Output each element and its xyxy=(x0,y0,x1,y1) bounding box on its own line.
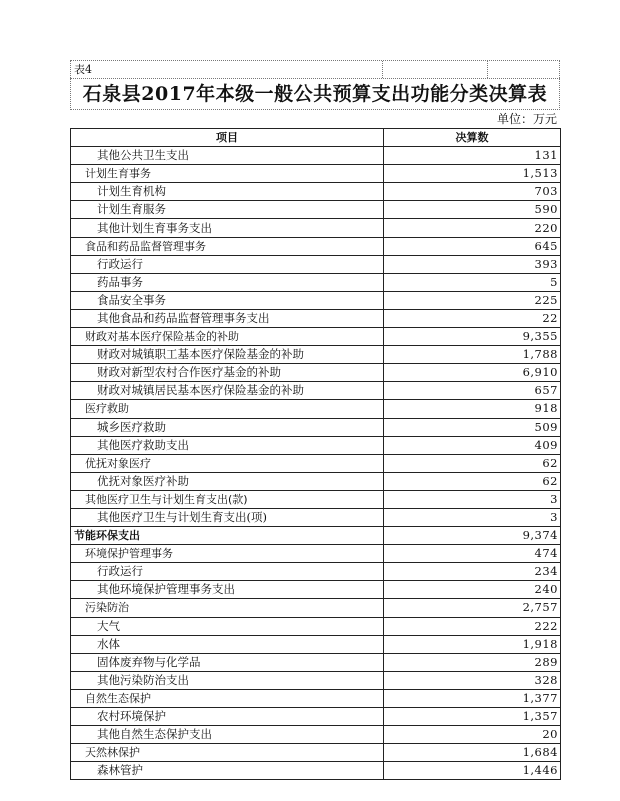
row-amount: 1,918 xyxy=(384,635,561,653)
row-item-name: 食品安全事务 xyxy=(71,291,384,309)
row-amount: 645 xyxy=(384,237,561,255)
row-amount: 3 xyxy=(384,490,561,508)
row-amount: 328 xyxy=(384,671,561,689)
row-item-name: 医疗救助 xyxy=(71,400,384,418)
row-item-name: 其他环境保护管理事务支出 xyxy=(71,581,384,599)
empty-cell xyxy=(488,61,560,78)
row-item-name: 优抚对象医疗 xyxy=(71,454,384,472)
row-amount: 131 xyxy=(384,147,561,165)
row-amount: 5 xyxy=(384,273,561,291)
row-item-name: 其他医疗卫生与计划生育支出(款) xyxy=(71,490,384,508)
table-row xyxy=(71,653,561,671)
row-amount: 590 xyxy=(384,201,561,219)
row-amount: 6,910 xyxy=(384,364,561,382)
table-row xyxy=(71,671,561,689)
row-item-name: 环境保护管理事务 xyxy=(71,545,384,563)
table-row xyxy=(71,726,561,744)
table-row xyxy=(71,273,561,291)
row-amount: 220 xyxy=(384,219,561,237)
row-amount: 9,355 xyxy=(384,328,561,346)
table-row xyxy=(71,762,561,780)
row-item-name: 自然生态保护 xyxy=(71,689,384,707)
table-row xyxy=(71,635,561,653)
row-amount: 1,446 xyxy=(384,762,561,780)
table-row xyxy=(71,237,561,255)
table-row xyxy=(71,490,561,508)
row-amount: 222 xyxy=(384,617,561,635)
row-item-name: 水体 xyxy=(71,635,384,653)
row-item-name: 城乡医疗救助 xyxy=(71,418,384,436)
row-amount: 2,757 xyxy=(384,599,561,617)
table-row xyxy=(71,219,561,237)
table-row xyxy=(71,255,561,273)
table-row xyxy=(71,183,561,201)
table-body xyxy=(71,147,561,780)
row-amount: 225 xyxy=(384,291,561,309)
table-row xyxy=(71,382,561,400)
row-item-name: 大气 xyxy=(71,617,384,635)
table-row xyxy=(71,545,561,563)
row-amount: 1,377 xyxy=(384,689,561,707)
sheet-label-row xyxy=(70,60,560,79)
row-amount: 1,513 xyxy=(384,165,561,183)
row-amount: 1,357 xyxy=(384,708,561,726)
table-row xyxy=(71,364,561,382)
row-item-name: 其他医疗救助支出 xyxy=(71,436,384,454)
table-row xyxy=(71,147,561,165)
row-amount: 1,684 xyxy=(384,744,561,762)
header-item: 项目 xyxy=(71,129,384,147)
row-amount: 240 xyxy=(384,581,561,599)
table-row xyxy=(71,563,561,581)
row-item-name: 天然林保护 xyxy=(71,744,384,762)
row-item-name: 其他自然生态保护支出 xyxy=(71,726,384,744)
row-item-name: 其他公共卫生支出 xyxy=(71,147,384,165)
table-label: 表4 xyxy=(70,61,383,78)
row-amount: 289 xyxy=(384,653,561,671)
budget-sheet xyxy=(70,60,560,780)
row-amount: 918 xyxy=(384,400,561,418)
row-amount: 393 xyxy=(384,255,561,273)
row-item-name: 农村环境保护 xyxy=(71,708,384,726)
table-row xyxy=(71,472,561,490)
table-row xyxy=(71,454,561,472)
row-amount: 509 xyxy=(384,418,561,436)
row-amount: 62 xyxy=(384,472,561,490)
row-item-name: 计划生育机构 xyxy=(71,183,384,201)
table-row xyxy=(71,291,561,309)
row-item-name: 其他计划生育事务支出 xyxy=(71,219,384,237)
row-item-name: 药品事务 xyxy=(71,273,384,291)
table-row xyxy=(71,201,561,219)
row-item-name: 食品和药品监督管理事务 xyxy=(71,237,384,255)
row-amount: 409 xyxy=(384,436,561,454)
row-item-name: 行政运行 xyxy=(71,563,384,581)
empty-cell xyxy=(383,61,488,78)
row-amount: 20 xyxy=(384,726,561,744)
row-item-name: 财政对基本医疗保险基金的补助 xyxy=(71,328,384,346)
page-title: 石泉县2017年本级一般公共预算支出功能分类决算表 xyxy=(70,79,560,110)
row-item-name: 污染防治 xyxy=(71,599,384,617)
table-row xyxy=(71,436,561,454)
row-amount: 3 xyxy=(384,508,561,526)
row-amount: 22 xyxy=(384,309,561,327)
row-amount: 703 xyxy=(384,183,561,201)
row-amount: 474 xyxy=(384,545,561,563)
budget-table xyxy=(70,128,561,780)
row-amount: 9,374 xyxy=(384,527,561,545)
row-item-name: 财政对城镇职工基本医疗保险基金的补助 xyxy=(71,346,384,364)
table-row xyxy=(71,708,561,726)
row-item-name: 其他污染防治支出 xyxy=(71,671,384,689)
row-item-name: 森林管护 xyxy=(71,762,384,780)
table-row xyxy=(71,689,561,707)
table-row xyxy=(71,309,561,327)
table-row xyxy=(71,165,561,183)
row-amount: 62 xyxy=(384,454,561,472)
table-row xyxy=(71,400,561,418)
row-item-name: 计划生育服务 xyxy=(71,201,384,219)
row-item-name: 财政对城镇居民基本医疗保险基金的补助 xyxy=(71,382,384,400)
row-amount: 234 xyxy=(384,563,561,581)
row-item-name: 其他食品和药品监督管理事务支出 xyxy=(71,309,384,327)
header-amount: 决算数 xyxy=(384,129,561,147)
row-item-name: 行政运行 xyxy=(71,255,384,273)
row-item-name: 其他医疗卫生与计划生育支出(项) xyxy=(71,508,384,526)
row-amount: 1,788 xyxy=(384,346,561,364)
unit-label: 单位：万元 xyxy=(496,112,557,126)
row-item-name: 财政对新型农村合作医疗基金的补助 xyxy=(71,364,384,382)
table-row xyxy=(71,508,561,526)
row-item-name: 固体废弃物与化学品 xyxy=(71,653,384,671)
table-row xyxy=(71,617,561,635)
table-row xyxy=(71,418,561,436)
table-row xyxy=(71,328,561,346)
table-row xyxy=(71,581,561,599)
row-item-name: 计划生育事务 xyxy=(71,165,384,183)
row-item-name: 节能环保支出 xyxy=(71,527,384,545)
table-row xyxy=(71,527,561,545)
table-row xyxy=(71,599,561,617)
table-row xyxy=(71,346,561,364)
row-amount: 657 xyxy=(384,382,561,400)
row-item-name: 优抚对象医疗补助 xyxy=(71,472,384,490)
table-row xyxy=(71,744,561,762)
table-header-row xyxy=(71,129,561,147)
